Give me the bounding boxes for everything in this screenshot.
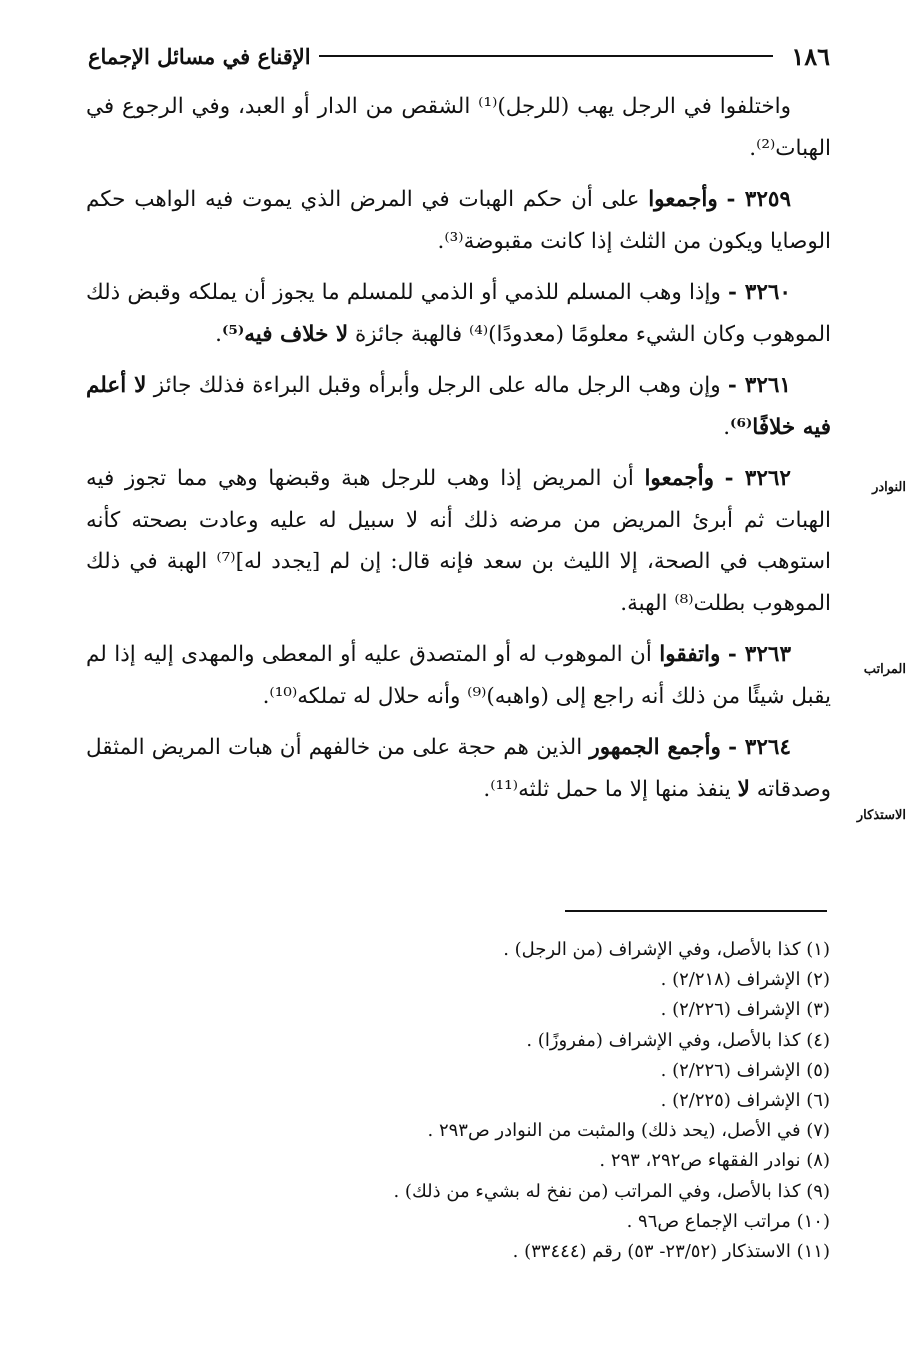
lead-word: وأجمعوا — [644, 466, 714, 491]
issue-number: ٣٢٦٣ - — [727, 642, 791, 667]
footnote: (٩) كذا بالأصل، وفي المراتب (من نفخ له بشيء من ذلك) . — [393, 1180, 830, 1202]
footnote: (١٠) مراتب الإجماع ص٩٦ . — [626, 1210, 830, 1232]
paragraph-text-end: ينفذ منها إلا ما حمل ثلثه⁽¹¹⁾. — [483, 776, 731, 802]
paragraph-text: وإن وهب الرجل ماله على الرجل وأبرأه وقبل البراءة فذلك جائز — [153, 373, 721, 398]
margin-source-istidhkar: الاستذكار — [856, 808, 906, 823]
paragraph-text: على أن حكم الهبات في المرض الذي يموت فيه الواهب حكم الوصايا ويكون من الثلث إذا كانت مقبوضة⁽³⁾. — [86, 187, 831, 254]
footnote: (١) كذا بالأصل، وفي الإشراف (من الرجل) . — [503, 939, 830, 960]
paragraph-text: الذين هم حجة على من خالفهم أن هبات المريض المثقل وصدقاته — [86, 735, 831, 802]
paragraph-end: . — [723, 414, 731, 440]
issue-number: ٣٢٦٤ - — [728, 735, 791, 760]
page-body — [86, 86, 831, 820]
bold-phrase: لا أعلم فيه خلافًا⁽⁶⁾ — [86, 373, 831, 440]
paragraph-intro — [86, 86, 831, 169]
paragraph-text: وإذا وهب المسلم للذمي أو الذمي للمسلم ما يجوز أن يملكه وقبض ذلك الموهوب وكان الشيء معلومًا (معدودًا)⁽⁴⁾ فالهبة جائزة — [86, 280, 831, 347]
footnote: (٥) الإشراف (٢/٢٢٦) . — [660, 1059, 830, 1081]
lead-word: وأجمع الجمهور — [589, 735, 721, 760]
paragraph-3261 — [86, 365, 831, 448]
issue-number: ٣٢٥٩ - — [726, 187, 791, 212]
margin-source-maratib: المراتب — [863, 662, 906, 677]
paragraph-3260 — [86, 272, 831, 355]
issue-number: ٣٢٦٢ - — [724, 466, 791, 491]
footnote: (٨) نوادر الفقهاء ص٢٩٢، ٢٩٣ . — [599, 1150, 830, 1172]
bold-phrase: لا — [737, 776, 750, 802]
lead-word: واتفقوا — [659, 642, 721, 667]
paragraph-text: أن المريض إذا وهب للرجل هبة وقبضها وهي مما تجوز فيه الهبات ثم أبرئ المريض من مرضه ذلك أنه لا سبيل له عليه وعادت بصحته كأنه استوهب في الصحة، إلا الليث بن سعد فإنه قال: إن لم [يجدد له]⁽⁷⁾ الهبة في ذلك الموهوب بطلت⁽⁸⁾ الهبة. — [86, 466, 831, 616]
footnote: (٦) الإشراف (٢/٢٢٥) . — [660, 1090, 830, 1112]
footnote: (٣) الإشراف (٢/٢٢٦) . — [660, 999, 830, 1021]
footnote: (٤) كذا بالأصل، وفي الإشراف (مفروزًا) . — [526, 1029, 830, 1051]
page-number: ١٨٦ — [791, 41, 830, 71]
footnote-separator — [565, 910, 827, 912]
footnote: (١١) الاستذكار (٢٣/٥٢- ٥٣) رقم (٣٣٤٤٤) . — [512, 1241, 830, 1263]
paragraph-3259 — [86, 179, 831, 262]
footnote: (٢) الإشراف (٢/٢١٨) . — [660, 969, 830, 991]
lead-word: وأجمعوا — [648, 187, 718, 212]
paragraph-text: أن الموهوب له أو المتصدق عليه أو المعطى والمهدى إليه إذا لم يقبل شيئًا من ذلك أنه راجع إلى (واهبه)⁽⁹⁾ وأنه حلال له تملكه⁽¹⁰⁾. — [86, 642, 831, 709]
page-header — [88, 38, 830, 74]
book-title: الإقناع في مسائل الإجماع — [88, 43, 311, 69]
bold-phrase: لا خلاف فيه⁽⁵⁾ — [222, 321, 349, 347]
footnotes — [300, 935, 830, 1267]
paragraph-3262 — [86, 458, 831, 624]
footnote: (٧) في الأصل، (يحد ذلك) والمثبت من النوادر ص٢٩٣ . — [427, 1120, 830, 1142]
margin-source-nawadir: النوادر — [872, 480, 906, 495]
header-rule — [319, 55, 774, 57]
paragraph-text: واختلفوا في الرجل يهب (للرجل)⁽¹⁾ الشقص من الدار أو العبد، وفي الرجوع في الهبات⁽²⁾. — [86, 94, 831, 161]
issue-number: ٣٢٦٠ - — [728, 280, 791, 305]
paragraph-3263 — [86, 634, 831, 717]
paragraph-3264 — [86, 727, 831, 810]
issue-number: ٣٢٦١ - — [727, 373, 791, 398]
paragraph-end: . — [215, 321, 223, 347]
